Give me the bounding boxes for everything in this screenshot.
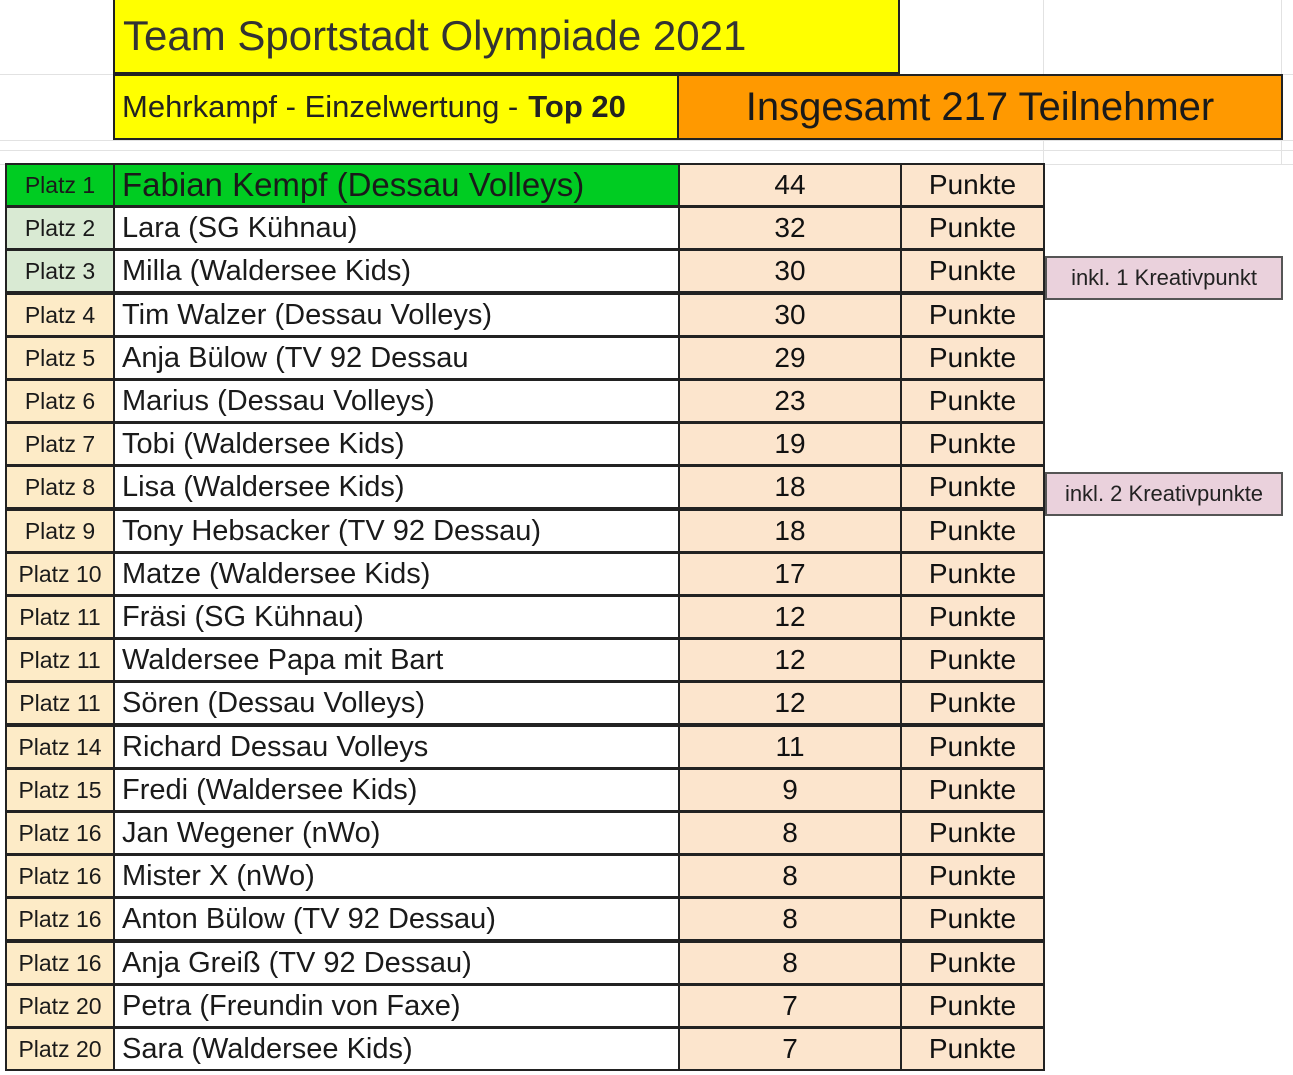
name-cell[interactable]: Tony Hebsacker (TV 92 Dessau) xyxy=(113,509,680,553)
table-row xyxy=(5,725,1045,768)
unit-cell[interactable]: Punkte xyxy=(900,638,1045,682)
unit-cell[interactable]: Punkte xyxy=(900,465,1045,509)
table-row xyxy=(5,595,1045,638)
points-cell[interactable]: 8 xyxy=(678,854,902,898)
unit-cell[interactable]: Punkte xyxy=(900,336,1045,380)
subtitle-text: Mehrkampf - Einzelwertung - xyxy=(122,89,519,124)
points-cell[interactable]: 7 xyxy=(678,984,902,1028)
table-row xyxy=(5,422,1045,465)
points-cell[interactable]: 8 xyxy=(678,811,902,855)
unit-cell[interactable]: Punkte xyxy=(900,595,1045,639)
note-cell-platz-8[interactable] xyxy=(1045,472,1283,516)
name-cell[interactable]: Tobi (Waldersee Kids) xyxy=(113,422,680,466)
points-cell[interactable]: 12 xyxy=(678,595,902,639)
sheet-title: Team Sportstadt Olympiade 2021 xyxy=(123,12,747,59)
table-row xyxy=(5,379,1045,422)
rank-cell[interactable]: Platz 15 xyxy=(5,768,115,812)
unit-cell[interactable]: Punkte xyxy=(900,206,1045,250)
unit-cell[interactable]: Punkte xyxy=(900,811,1045,855)
name-cell[interactable]: Waldersee Papa mit Bart xyxy=(113,638,680,682)
rank-cell[interactable]: Platz 11 xyxy=(5,638,115,682)
points-cell[interactable]: 32 xyxy=(678,206,902,250)
unit-cell[interactable]: Punkte xyxy=(900,897,1045,941)
points-cell[interactable]: 8 xyxy=(678,941,902,985)
table-row xyxy=(5,897,1045,940)
table-row xyxy=(5,1027,1045,1070)
unit-cell[interactable]: Punkte xyxy=(900,422,1045,466)
sheet-title-cell[interactable] xyxy=(113,0,900,74)
unit-cell[interactable]: Punkte xyxy=(900,293,1045,337)
points-cell[interactable]: 30 xyxy=(678,293,902,337)
grid-line xyxy=(0,140,1293,141)
rank-cell[interactable]: Platz 16 xyxy=(5,811,115,855)
points-cell[interactable]: 12 xyxy=(678,638,902,682)
name-cell[interactable]: Milla (Waldersee Kids) xyxy=(113,249,680,293)
name-cell[interactable]: Lara (SG Kühnau) xyxy=(113,206,680,250)
rank-cell[interactable]: Platz 20 xyxy=(5,1027,115,1071)
name-cell[interactable]: Fräsi (SG Kühnau) xyxy=(113,595,680,639)
rank-cell[interactable]: Platz 20 xyxy=(5,984,115,1028)
rank-cell[interactable]: Platz 9 xyxy=(5,509,115,553)
rank-cell[interactable]: Platz 11 xyxy=(5,681,115,725)
unit-cell[interactable]: Punkte xyxy=(900,854,1045,898)
points-cell[interactable]: 8 xyxy=(678,897,902,941)
name-cell[interactable]: Fredi (Waldersee Kids) xyxy=(113,768,680,812)
name-cell[interactable]: Anton Bülow (TV 92 Dessau) xyxy=(113,897,680,941)
name-cell[interactable]: Anja Greiß (TV 92 Dessau) xyxy=(113,941,680,985)
table-row xyxy=(5,206,1045,249)
name-cell[interactable]: Sören (Dessau Volleys) xyxy=(113,681,680,725)
table-row xyxy=(5,681,1045,724)
name-cell[interactable]: Jan Wegener (nWo) xyxy=(113,811,680,855)
rank-cell[interactable]: Platz 3 xyxy=(5,249,115,293)
points-cell[interactable]: 7 xyxy=(678,1027,902,1071)
table-row xyxy=(5,768,1045,811)
rank-cell[interactable]: Platz 5 xyxy=(5,336,115,380)
note-cell-platz-3[interactable] xyxy=(1045,256,1283,300)
grid-line xyxy=(0,150,1293,151)
unit-cell[interactable]: Punkte xyxy=(900,249,1045,293)
creative-point-note: inkl. 1 Kreativpunkt xyxy=(1071,265,1257,290)
subtitle-cell[interactable] xyxy=(113,74,679,140)
rank-cell[interactable]: Platz 16 xyxy=(5,941,115,985)
table-row xyxy=(5,941,1045,984)
table-row xyxy=(5,293,1045,336)
rank-cell[interactable]: Platz 4 xyxy=(5,293,115,337)
subtitle-top20: Top 20 xyxy=(528,89,626,124)
table-row xyxy=(5,811,1045,854)
points-cell[interactable]: 23 xyxy=(678,379,902,423)
table-row xyxy=(5,854,1045,897)
unit-cell[interactable]: Punkte xyxy=(900,379,1045,423)
table-row xyxy=(5,465,1045,508)
unit-cell[interactable]: Punkte xyxy=(900,941,1045,985)
points-cell[interactable]: 19 xyxy=(678,422,902,466)
points-cell[interactable]: 11 xyxy=(678,725,902,769)
unit-cell[interactable]: Punkte xyxy=(900,984,1045,1028)
rank-cell[interactable]: Platz 10 xyxy=(5,552,115,596)
participants-total: Insgesamt 217 Teilnehmer xyxy=(745,84,1215,129)
participants-total-cell[interactable] xyxy=(677,74,1283,140)
unit-cell[interactable]: Punkte xyxy=(900,768,1045,812)
rank-cell[interactable]: Platz 11 xyxy=(5,595,115,639)
table-row xyxy=(5,249,1045,292)
unit-cell[interactable]: Punkte xyxy=(900,725,1045,769)
name-cell[interactable]: Richard Dessau Volleys xyxy=(113,725,680,769)
points-cell[interactable]: 30 xyxy=(678,249,902,293)
rank-cell[interactable]: Platz 6 xyxy=(5,379,115,423)
rank-cell[interactable]: Platz 16 xyxy=(5,897,115,941)
name-cell[interactable]: Mister X (nWo) xyxy=(113,854,680,898)
unit-cell[interactable]: Punkte xyxy=(900,552,1045,596)
table-row xyxy=(5,984,1045,1027)
name-cell[interactable]: Marius (Dessau Volleys) xyxy=(113,379,680,423)
points-cell[interactable]: 18 xyxy=(678,509,902,553)
rank-cell[interactable]: Platz 1 xyxy=(5,163,115,207)
name-cell[interactable]: Anja Bülow (TV 92 Dessau xyxy=(113,336,680,380)
rank-cell[interactable]: Platz 7 xyxy=(5,422,115,466)
points-cell[interactable]: 17 xyxy=(678,552,902,596)
points-cell[interactable]: 9 xyxy=(678,768,902,812)
rank-cell[interactable]: Platz 2 xyxy=(5,206,115,250)
table-row xyxy=(5,336,1045,379)
name-cell[interactable]: Fabian Kempf (Dessau Volleys) xyxy=(113,163,680,207)
name-cell[interactable]: Sara (Waldersee Kids) xyxy=(113,1027,680,1071)
table-row xyxy=(5,638,1045,681)
points-cell[interactable]: 44 xyxy=(678,163,902,207)
table-row xyxy=(5,552,1045,595)
rank-cell[interactable]: Platz 8 xyxy=(5,465,115,509)
unit-cell[interactable]: Punkte xyxy=(900,1027,1045,1071)
table-row xyxy=(5,163,1045,206)
name-cell[interactable]: Tim Walzer (Dessau Volleys) xyxy=(113,293,680,337)
unit-cell[interactable]: Punkte xyxy=(900,681,1045,725)
name-cell[interactable]: Lisa (Waldersee Kids) xyxy=(113,465,680,509)
points-cell[interactable]: 12 xyxy=(678,681,902,725)
name-cell[interactable]: Matze (Waldersee Kids) xyxy=(113,552,680,596)
creative-points-note: inkl. 2 Kreativpunkte xyxy=(1064,481,1264,506)
rank-cell[interactable]: Platz 14 xyxy=(5,725,115,769)
name-cell[interactable]: Petra (Freundin von Faxe) xyxy=(113,984,680,1028)
table-row xyxy=(5,509,1045,552)
points-cell[interactable]: 29 xyxy=(678,336,902,380)
rank-cell[interactable]: Platz 16 xyxy=(5,854,115,898)
unit-cell[interactable]: Punkte xyxy=(900,163,1045,207)
unit-cell[interactable]: Punkte xyxy=(900,509,1045,553)
points-cell[interactable]: 18 xyxy=(678,465,902,509)
